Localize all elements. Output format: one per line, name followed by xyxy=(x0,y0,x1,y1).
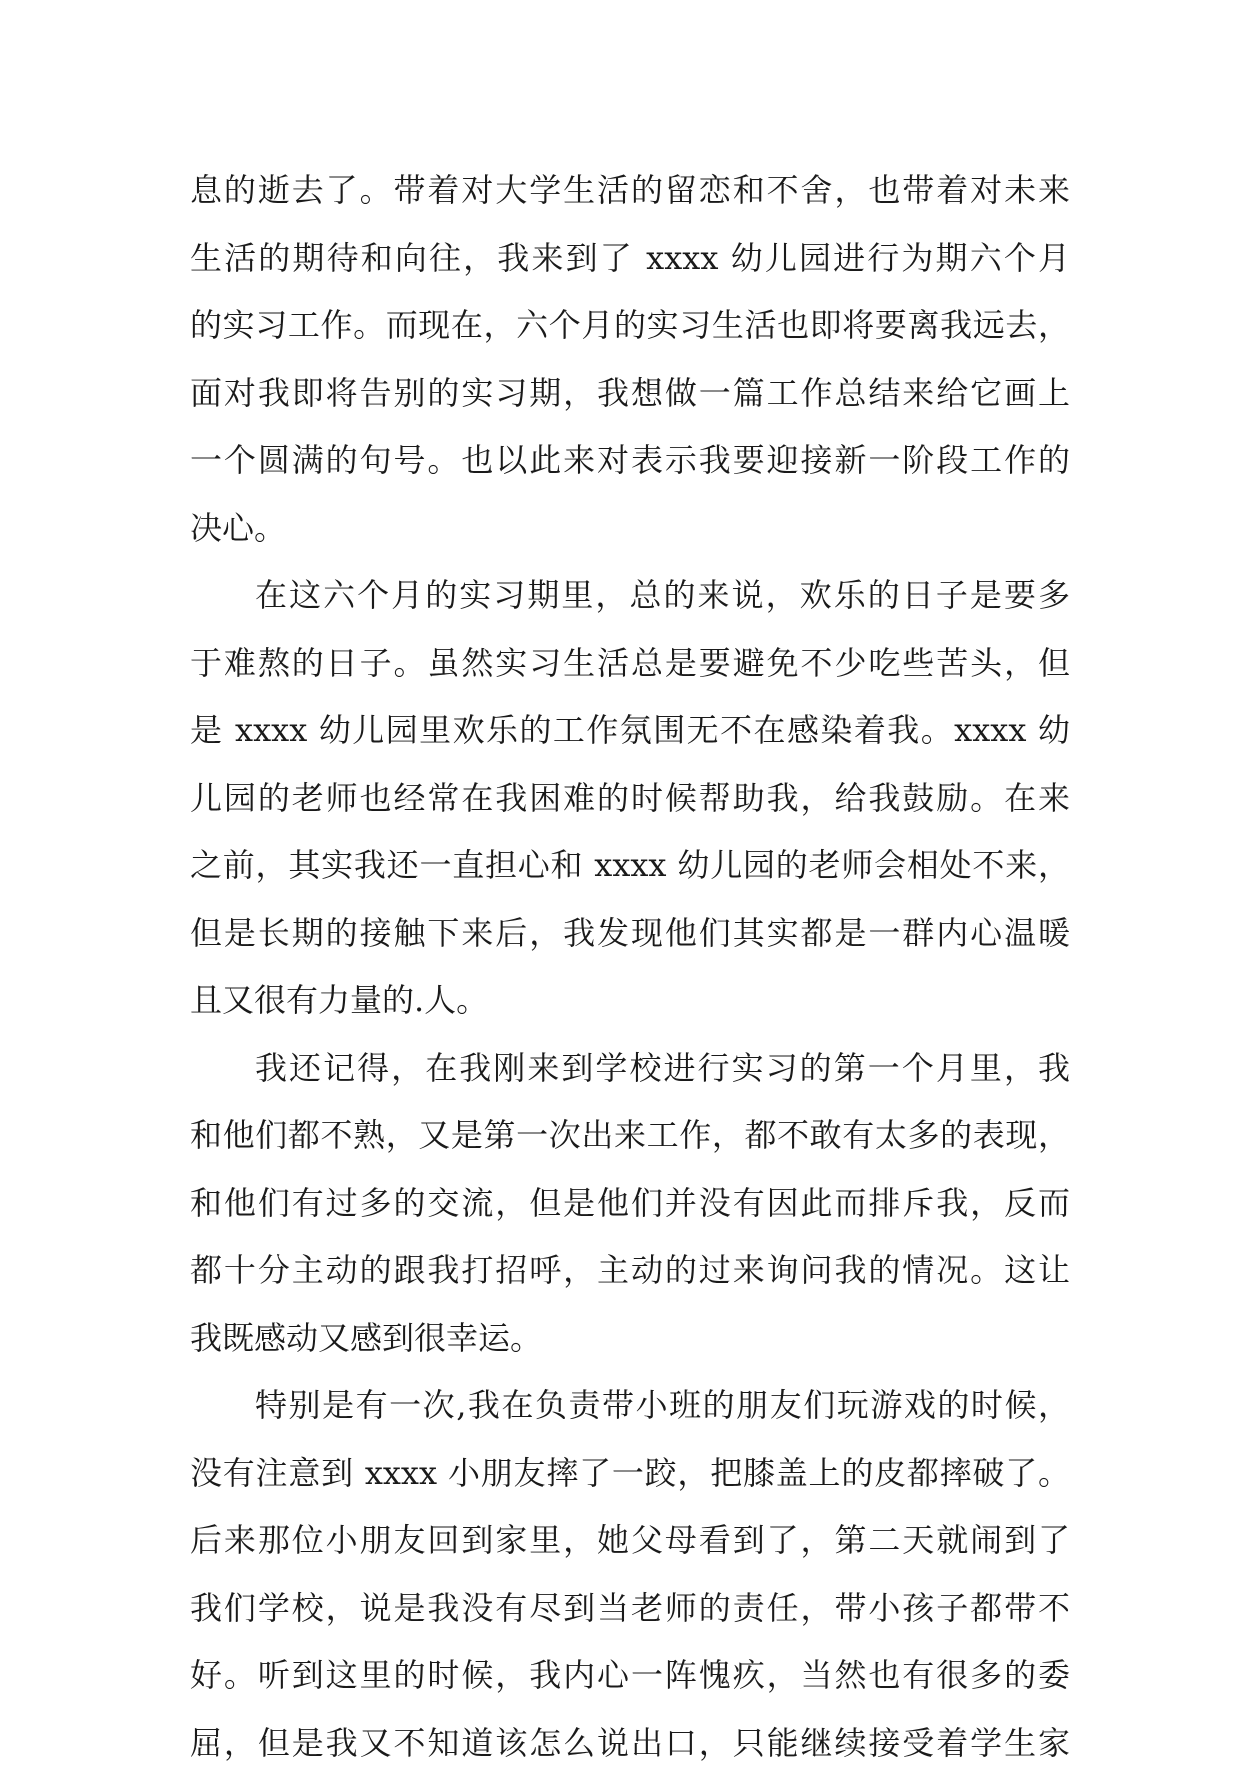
text-line: 我们学校，说是我没有尽到当老师的责任，带小孩子都带不 xyxy=(190,1575,1070,1643)
text-line: 都十分主动的跟我打招呼，主动的过来询问我的情况。这让 xyxy=(190,1237,1070,1305)
text-line: 生活的期待和向往，我来到了 xxxx 幼儿园进行为期六个月 xyxy=(190,225,1070,293)
document-body xyxy=(190,157,1070,1777)
text-line: 是 xxxx 幼儿园里欢乐的工作氛围无不在感染着我。xxxx 幼 xyxy=(190,697,1070,765)
text-line: 之前，其实我还一直担心和 xxxx 幼儿园的老师会相处不来， xyxy=(190,832,1070,900)
text-line: 屈，但是我又不知道该怎么说出口，只能继续接受着学生家 xyxy=(190,1710,1070,1777)
text-line: 息的逝去了。带着对大学生活的留恋和不舍，也带着对未来 xyxy=(190,157,1070,225)
text-line: 且又很有力量的.人。 xyxy=(190,967,1070,1035)
text-line: 的实习工作。而现在，六个月的实习生活也即将要离我远去， xyxy=(190,292,1070,360)
text-line: 特别是有一次,我在负责带小班的朋友们玩游戏的时候， xyxy=(190,1372,1070,1440)
text-line: 面对我即将告别的实习期，我想做一篇工作总结来给它画上 xyxy=(190,360,1070,428)
text-line: 没有注意到 xxxx 小朋友摔了一跤，把膝盖上的皮都摔破了。 xyxy=(190,1440,1070,1508)
text-line: 后来那位小朋友回到家里，她父母看到了，第二天就闹到了 xyxy=(190,1507,1070,1575)
text-line: 一个圆满的句号。也以此来对表示我要迎接新一阶段工作的 xyxy=(190,427,1070,495)
text-line: 于难熬的日子。虽然实习生活总是要避免不少吃些苦头，但 xyxy=(190,630,1070,698)
text-line: 决心。 xyxy=(190,495,1070,563)
text-line: 我还记得，在我刚来到学校进行实习的第一个月里，我 xyxy=(190,1035,1070,1103)
text-line: 但是长期的接触下来后，我发现他们其实都是一群内心温暖 xyxy=(190,900,1070,968)
text-line: 在这六个月的实习期里，总的来说，欢乐的日子是要多 xyxy=(190,562,1070,630)
text-line: 和他们有过多的交流，但是他们并没有因此而排斥我，反而 xyxy=(190,1170,1070,1238)
text-line: 我既感动又感到很幸运。 xyxy=(190,1305,1070,1373)
text-line: 和他们都不熟，又是第一次出来工作，都不敢有太多的表现， xyxy=(190,1102,1070,1170)
text-line: 儿园的老师也经常在我困难的时候帮助我，给我鼓励。在来 xyxy=(190,765,1070,833)
text-line: 好。听到这里的时候，我内心一阵愧疚，当然也有很多的委 xyxy=(190,1642,1070,1710)
